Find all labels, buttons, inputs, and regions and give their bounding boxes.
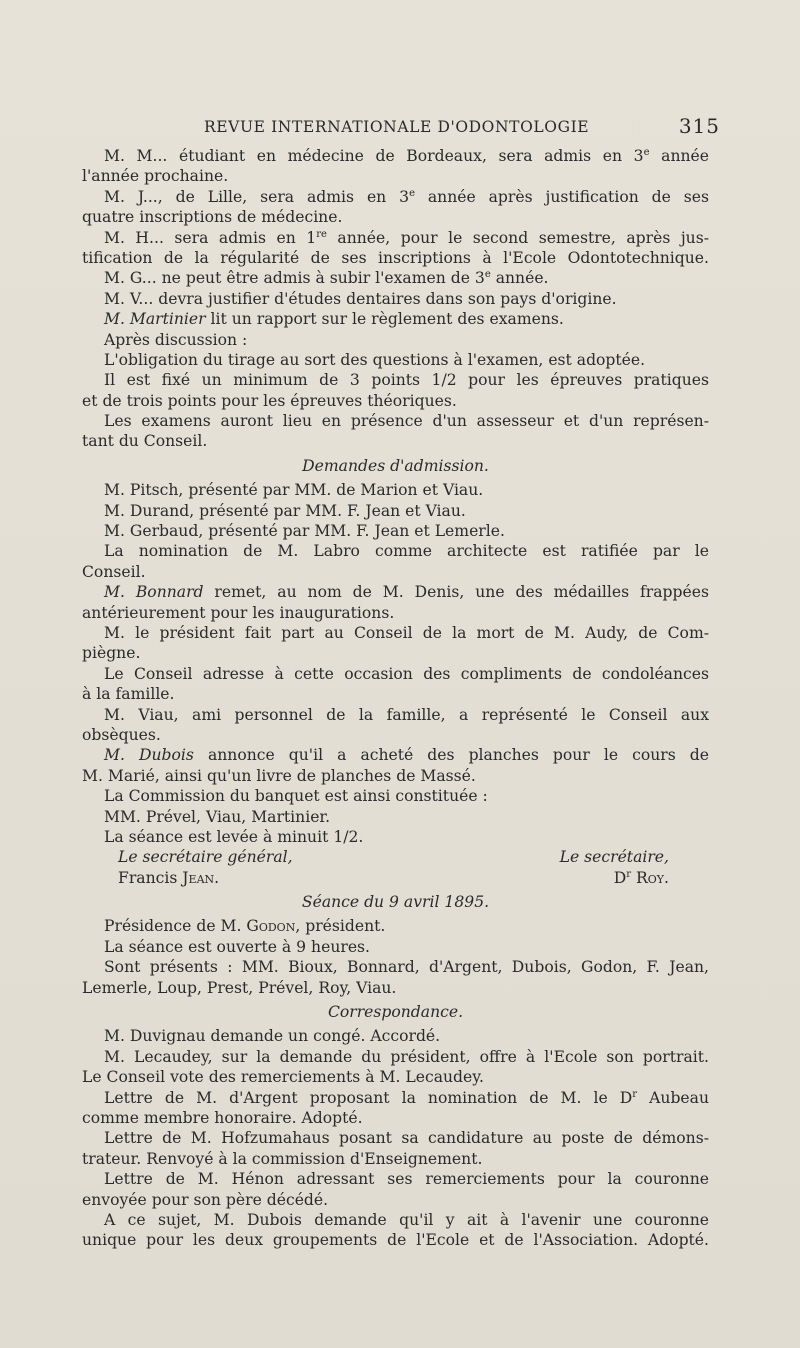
text-line: trateur. Renvoyé à la commission d'Enseignement. (82, 1149, 483, 1168)
text-line: Sont présents : MM. Bioux, Bonnard, d'Argent, Dubois, Godon, F. Jean, (104, 958, 709, 977)
minutes-block-2 (82, 888, 709, 1251)
page-number: 315 (678, 114, 720, 138)
signature-right-role: Le secrétaire, (559, 848, 669, 867)
text-line: Il est fixé un minimum de 3 points 1/2 pour les épreuves pratiques (104, 371, 709, 390)
text-line: La séance est levée à minuit 1/2. (104, 827, 364, 846)
text-line: à la famille. (82, 685, 175, 704)
text-line: tant du Conseil. (82, 432, 208, 451)
text-line: MM. Prével, Viau, Martinier. (104, 807, 331, 826)
text-line: Présidence de M. Godon, président. (104, 917, 386, 936)
text-line: comme membre honoraire. Adopté. (82, 1109, 363, 1127)
running-header (80, 112, 720, 138)
signature-names (82, 868, 709, 888)
text-line: M. Martinier lit un rapport sur le règlement des examens. (104, 310, 564, 329)
text-line: tification de la régularité de ses inscriptions à l'Ecole Odontotechnique. (82, 248, 709, 267)
text-line: M. Duvignau demande un congé. Accordé. (104, 1027, 441, 1046)
text-line: M. M... étudiant en médecine de Bordeaux, sera admis en 3e année (104, 146, 709, 165)
text-line: M. le président fait part au Conseil de la mort de M. Audy, de Com- (104, 623, 709, 642)
text-line: piègne. (82, 644, 141, 663)
signature-roles (82, 847, 709, 867)
text-line: obsèques. (82, 725, 161, 744)
text-line: M. Viau, ami personnel de la famille, a représenté le Conseil aux (104, 705, 709, 724)
text-line: M. Dubois annonce qu'il a acheté des planches pour le cours de (104, 746, 709, 765)
text-line: Lemerle, Loup, Prest, Prével, Roy, Viau. (82, 978, 397, 997)
signature-left-role: Le secrétaire général, (118, 848, 293, 867)
section-heading: Demandes d'admission. (302, 456, 489, 475)
text-line: Les examens auront lieu en présence d'un assesseur et d'un représen- (104, 412, 709, 431)
text-line: M. V... devra justifier d'études dentaires dans son pays d'origine. (104, 289, 617, 308)
text-line: Lettre de M. d'Argent proposant la nomination de M. le $D^r$ Aubeau (104, 1088, 710, 1107)
text-line: quatre inscriptions de médecine. (82, 208, 343, 227)
text-line: M. Pitsch, présenté par MM. de Marion et Viau. (104, 481, 484, 500)
text-line: envoyée pour son père décédé. (82, 1190, 329, 1209)
text-line: antérieurement pour les inaugurations. (82, 603, 395, 622)
text-line: M. Marié, ainsi qu'un livre de planches de Massé. (82, 766, 476, 785)
text-line: unique pour les deux groupements de l'Ecole et de l'Association. Adopté. (82, 1231, 709, 1250)
journal-title: REVUE INTERNATIONALE D'ODONTOLOGIE (204, 118, 590, 136)
text-line: M. Bonnard remet, au nom de M. Denis, une des médailles frappées (104, 583, 709, 602)
section-heading: Séance du 9 avril 1895. (301, 893, 490, 912)
text-line: M. Durand, présenté par MM. F. Jean et Viau. (104, 501, 466, 520)
text-line: Lettre de M. Hofzumahaus posant sa candidature au poste de démons- (104, 1129, 709, 1148)
minutes-block-1 (82, 146, 709, 847)
text-line: L'obligation du tirage au sort des questions à l'examen, est adoptée. (104, 350, 646, 369)
section-heading: Correspondance. (327, 1003, 464, 1022)
signature-left-name: Francis Jean. (118, 868, 220, 887)
signature-right-name: $D^r$ Roy. (613, 868, 669, 887)
text-line: La séance est ouverte à 9 heures. (104, 937, 371, 956)
text-line: La nomination de M. Labro comme architecte est ratifiée par le (104, 542, 709, 561)
text-line: l'année prochaine. (82, 167, 229, 186)
text-line: M. Lecaudey, sur la demande du président, offre à l'Ecole son portrait. (104, 1047, 709, 1066)
text-line: M. H... sera admis en 1re année, pour le second semestre, après jus- (104, 228, 709, 247)
text-line: M. Gerbaud, présenté par MM. F. Jean et Lemerle. (104, 522, 505, 541)
text-line: La Commission du banquet est ainsi constituée : (104, 787, 488, 806)
text-line: et de trois points pour les épreuves théoriques. (82, 391, 457, 410)
text-line: M. G... ne peut être admis à subir l'examen de 3e année. (104, 269, 549, 288)
text-line: M. J..., de Lille, sera admis en 3e année après justification de ses (104, 187, 709, 206)
text-line: Le Conseil vote des remerciements à M. Lecaudey. (82, 1068, 484, 1087)
body-text (82, 146, 709, 1251)
text-line: Le Conseil adresse à cette occasion des compliments de condoléances (104, 664, 709, 683)
text-line: A ce sujet, M. Dubois demande qu'il y ait à l'avenir une couronne (104, 1210, 709, 1229)
text-line: Conseil. (82, 562, 146, 581)
text-line: Lettre de M. Hénon adressant ses remerciements pour la couronne (104, 1170, 709, 1189)
text-line: Après discussion : (104, 330, 248, 349)
